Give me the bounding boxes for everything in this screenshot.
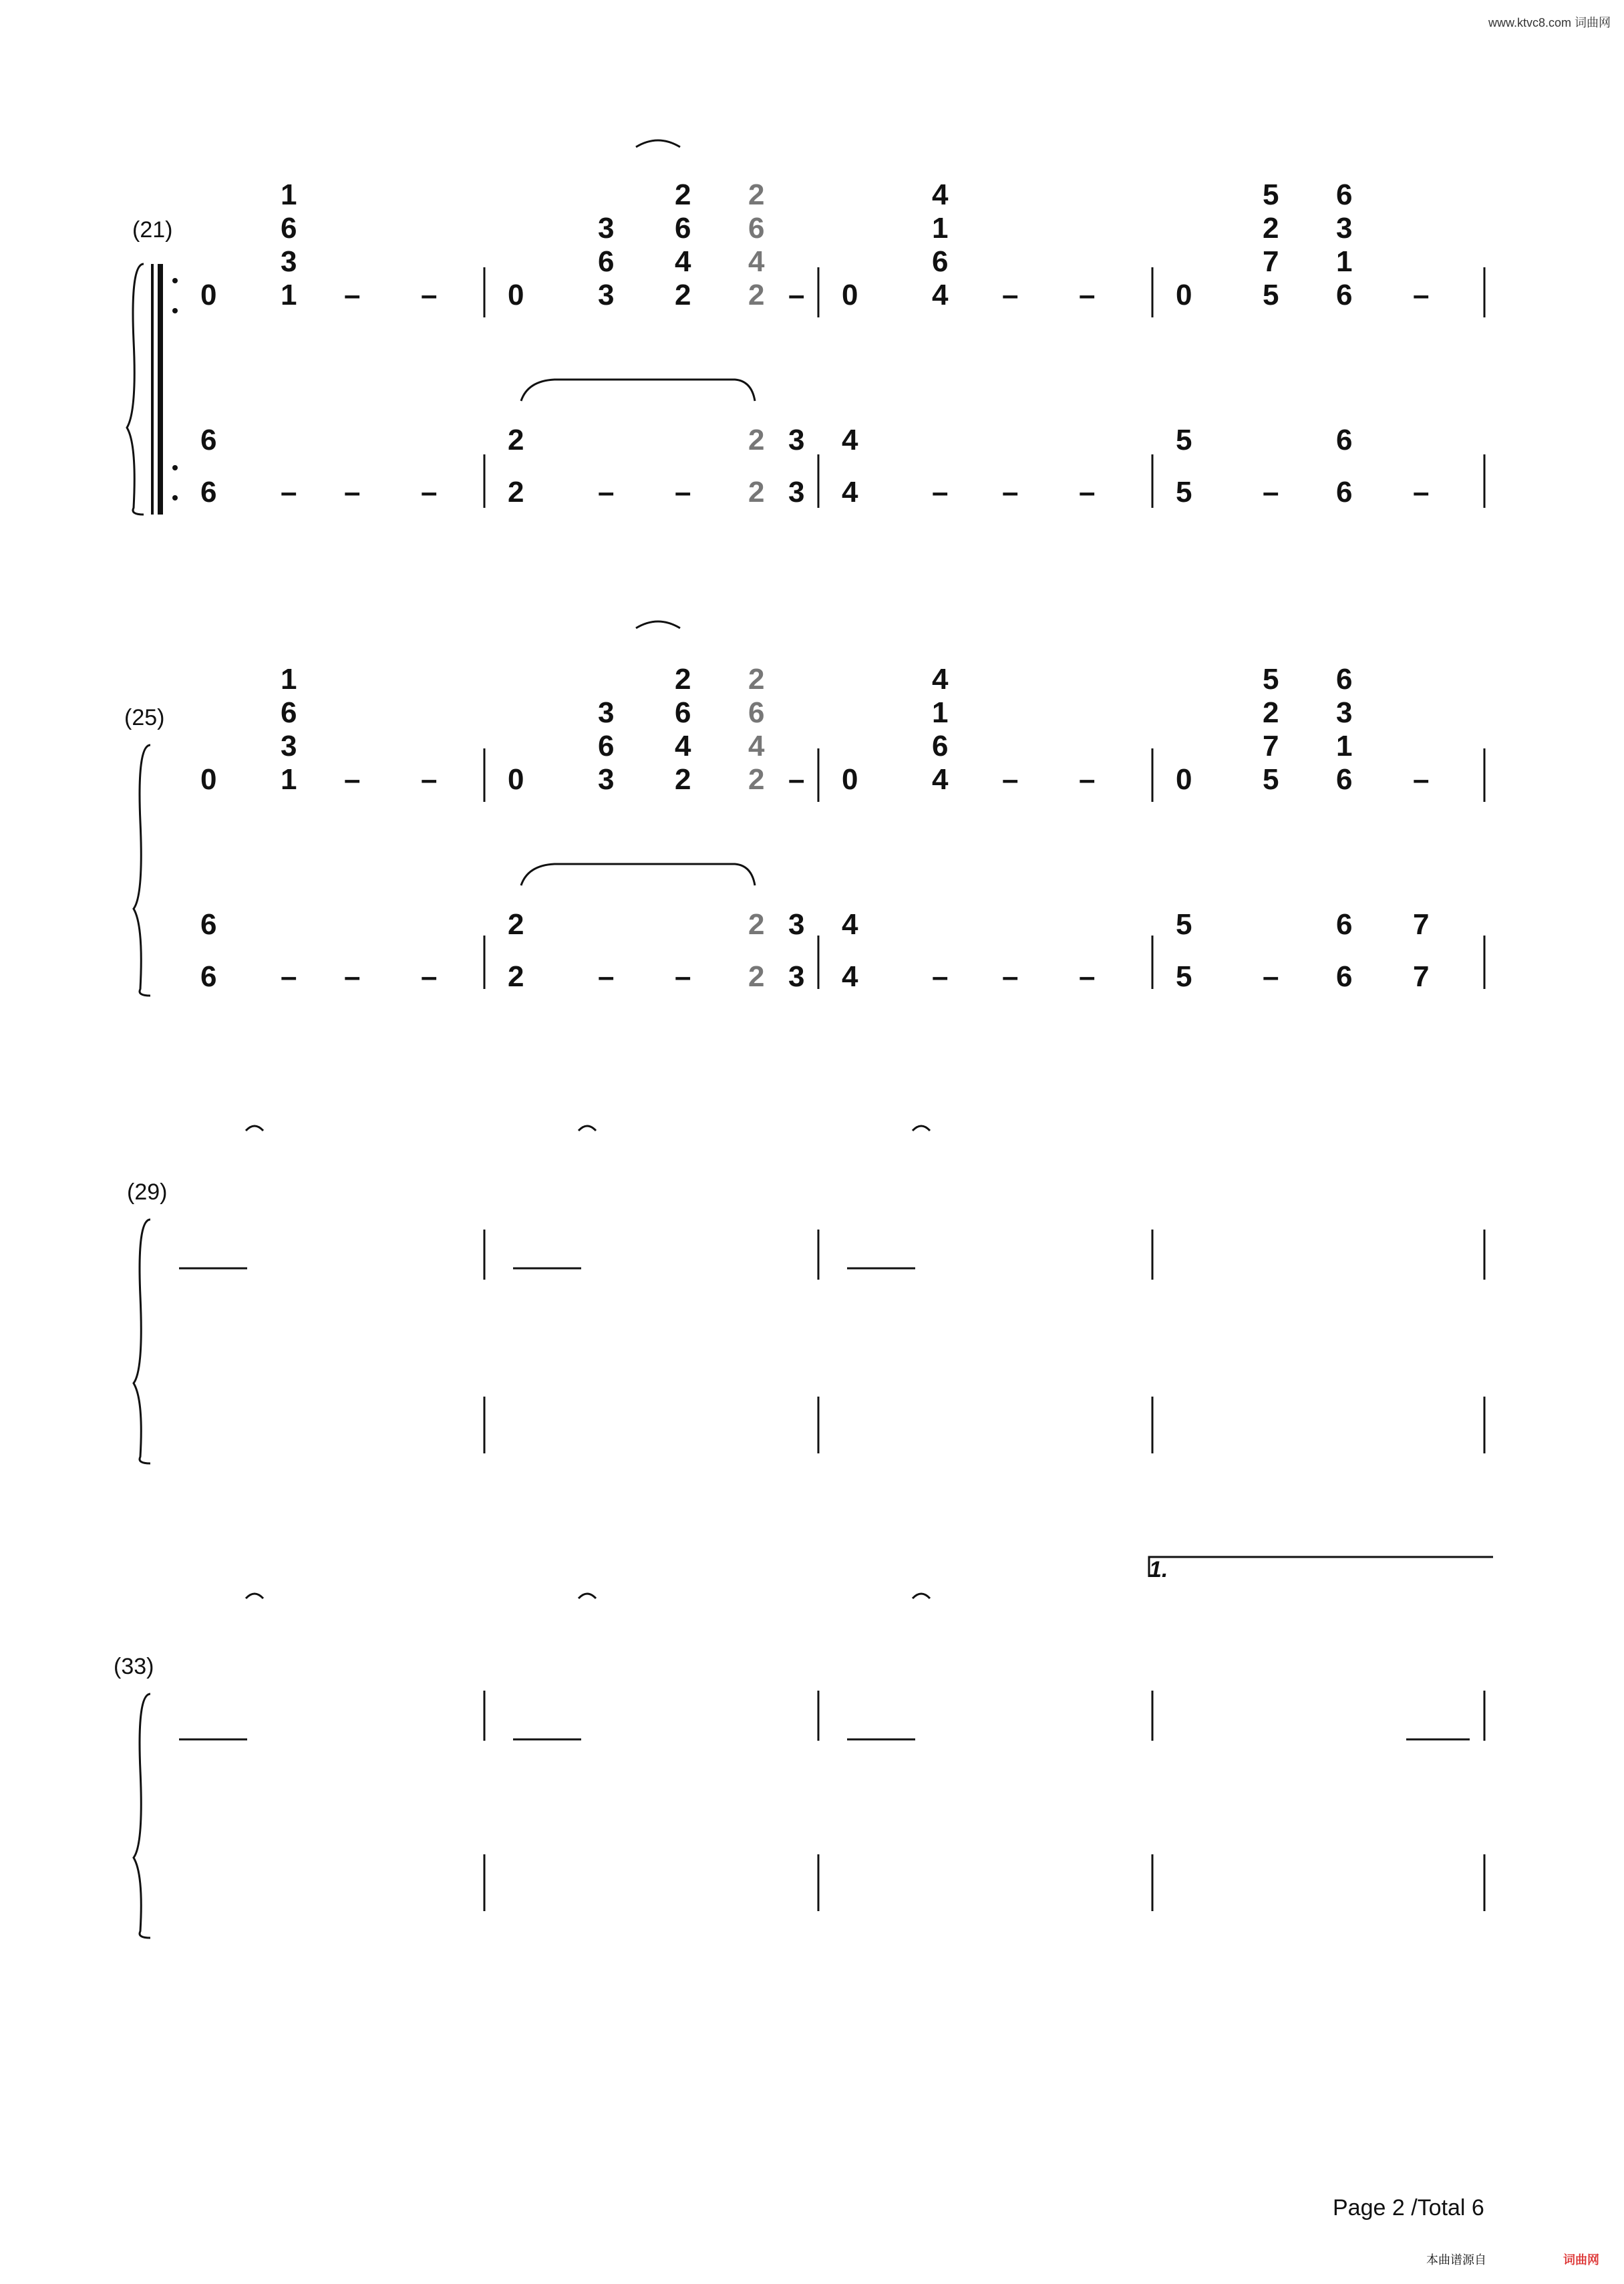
note: 4 [932, 279, 949, 311]
note: – [1002, 476, 1019, 509]
site-stamp: 词曲网 [1563, 2253, 1599, 2267]
note: – [675, 960, 691, 993]
note: – [1263, 476, 1279, 509]
note: 6 [1336, 476, 1353, 509]
note: – [788, 763, 805, 796]
note: 0 [200, 763, 217, 796]
note: 5 [1176, 424, 1192, 456]
note: – [932, 960, 949, 993]
note: 2 [675, 178, 691, 211]
note: 0 [508, 279, 524, 311]
note: 6 [598, 245, 615, 278]
measure-number: (29) [127, 1179, 168, 1205]
note: 4 [842, 960, 858, 993]
note: 3 [598, 212, 615, 245]
note: 1 [281, 178, 297, 211]
note: – [421, 960, 438, 993]
note: 1 [1336, 245, 1353, 278]
note: 2 [748, 279, 765, 311]
note: 4 [932, 763, 949, 796]
note: 3 [281, 730, 297, 762]
note: 2 [748, 908, 765, 941]
note: 0 [842, 279, 858, 311]
note: 6 [200, 476, 217, 509]
note: 3 [1336, 212, 1353, 245]
note: 6 [1336, 908, 1353, 941]
note: 0 [1176, 763, 1192, 796]
note: 5 [1176, 476, 1192, 509]
note: – [1002, 960, 1019, 993]
note: 2 [508, 960, 524, 993]
note: 0 [1176, 279, 1192, 311]
note: 6 [200, 908, 217, 941]
note: – [421, 763, 438, 796]
note: 6 [200, 424, 217, 456]
note: 2 [675, 279, 691, 311]
note: 5 [1263, 279, 1279, 311]
note: 6 [1336, 279, 1353, 311]
note: 6 [1336, 960, 1353, 993]
note: 3 [281, 245, 297, 278]
page-footer: Page 2 /Total 6 [1333, 2195, 1484, 2221]
note: – [598, 476, 615, 509]
note: 6 [748, 696, 765, 729]
volta-label: 1. [1149, 1557, 1168, 1582]
note: 6 [1336, 424, 1353, 456]
note: 4 [932, 663, 949, 696]
note: 4 [748, 730, 765, 762]
note: – [1079, 763, 1096, 796]
site-header: www.ktvc8.com 词曲网 [1488, 16, 1611, 29]
note: 6 [675, 696, 691, 729]
note: 6 [281, 212, 297, 245]
note: 0 [842, 763, 858, 796]
note: 5 [1263, 178, 1279, 211]
note: – [675, 476, 691, 509]
note: – [1413, 476, 1430, 509]
note: – [344, 960, 361, 993]
note: 4 [675, 245, 691, 278]
note: 3 [598, 696, 615, 729]
note: 2 [508, 424, 524, 456]
note: 2 [748, 663, 765, 696]
measure-number: (21) [132, 217, 173, 243]
note: 2 [675, 763, 691, 796]
note: 5 [1263, 663, 1279, 696]
note: 3 [788, 476, 805, 509]
note: – [932, 476, 949, 509]
note: – [598, 960, 615, 993]
note: 7 [1413, 908, 1430, 941]
note: 3 [598, 763, 615, 796]
measure-number: (33) [114, 1654, 154, 1679]
note: 6 [932, 245, 949, 278]
note: – [788, 279, 805, 311]
note: – [421, 279, 438, 311]
note: 1 [281, 763, 297, 796]
note: 5 [1176, 960, 1192, 993]
note: 6 [932, 730, 949, 762]
note: 2 [748, 476, 765, 509]
note: 2 [508, 908, 524, 941]
note: 3 [788, 960, 805, 993]
note: 2 [508, 476, 524, 509]
note: – [1413, 763, 1430, 796]
note: 6 [675, 212, 691, 245]
note: – [1079, 476, 1096, 509]
note: 6 [1336, 763, 1353, 796]
note: 6 [748, 212, 765, 245]
note: 7 [1263, 245, 1279, 278]
note: – [1413, 279, 1430, 311]
note: 1 [281, 279, 297, 311]
note: 5 [1176, 908, 1192, 941]
note: 2 [748, 763, 765, 796]
note: – [344, 476, 361, 509]
note: 4 [675, 730, 691, 762]
note: 3 [788, 424, 805, 456]
note: 1 [932, 212, 949, 245]
note: 7 [1263, 730, 1279, 762]
note: 2 [675, 663, 691, 696]
source-stamp: 本曲谱源自 [1426, 2253, 1486, 2267]
note: 4 [842, 476, 858, 509]
note: 4 [932, 178, 949, 211]
note: 6 [598, 730, 615, 762]
note: – [344, 279, 361, 311]
note: 3 [1336, 696, 1353, 729]
note: – [281, 476, 297, 509]
note: 0 [200, 279, 217, 311]
note: 4 [842, 424, 858, 456]
note: 3 [598, 279, 615, 311]
note: 5 [1263, 763, 1279, 796]
note: 6 [200, 960, 217, 993]
note: 4 [748, 245, 765, 278]
note: 1 [932, 696, 949, 729]
note: 2 [1263, 696, 1279, 729]
note: 0 [508, 763, 524, 796]
note: – [421, 476, 438, 509]
note: – [1002, 279, 1019, 311]
note: 7 [1413, 960, 1430, 993]
note: 2 [748, 960, 765, 993]
note: 2 [748, 424, 765, 456]
note: 2 [1263, 212, 1279, 245]
note: – [281, 960, 297, 993]
note: 4 [842, 908, 858, 941]
note: – [1079, 960, 1096, 993]
note: 1 [281, 663, 297, 696]
note: 1 [1336, 730, 1353, 762]
note: – [1079, 279, 1096, 311]
measure-number: (25) [124, 705, 165, 730]
note: – [1263, 960, 1279, 993]
note: 6 [281, 696, 297, 729]
note: – [1002, 763, 1019, 796]
note: 6 [1336, 178, 1353, 211]
note: 2 [748, 178, 765, 211]
note: 6 [1336, 663, 1353, 696]
note: 3 [788, 908, 805, 941]
note: – [344, 763, 361, 796]
